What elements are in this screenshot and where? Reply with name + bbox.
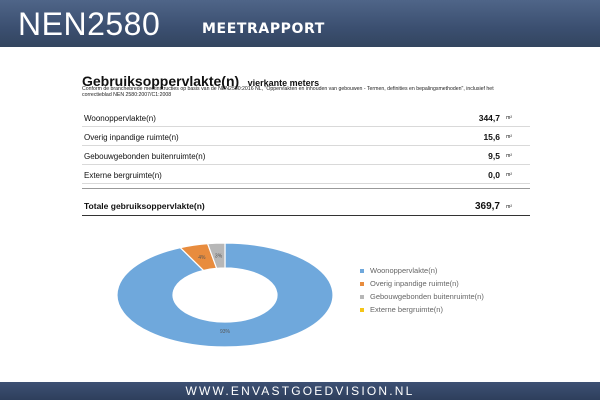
legend-label: Overig inpandige ruimte(n) [370,279,459,288]
row-label: Overig inpandige ruimte(n) [84,133,179,142]
row-value: 344,7 [478,113,500,123]
donut-data-label: 93% [219,329,231,335]
intro-text: Conform de branchebrede meetinstructies op basis van de NEN2580:2016 NL, "Oppervlakten en inhouden van gebouwen - Termen, definities en bepalingsmethoden", inclusief het correctieblad NEN 2580:2007/C1:2008 [82,86,494,99]
legend-item [360,292,490,301]
table-row [82,104,530,127]
row-label: Gebouwgebonden buitenruimte(n) [84,152,206,161]
legend-swatch [360,308,364,312]
total-label: Totale gebruiksoppervlakte(n) [84,201,205,211]
donut-chart [110,240,340,350]
donut-data-label: 3% [214,253,223,260]
report-subtitle: MEETRAPPORT [202,21,325,37]
legend-item [360,305,490,314]
total-row [82,188,530,216]
legend-item [360,266,490,275]
brand-title: NEN2580 [18,6,161,42]
row-value: 0,0 [488,170,500,180]
legend-item [360,279,490,288]
total-value: 369,7 [474,201,500,212]
footer-website: WWW.ENVASTGOEDVISION.NL [0,382,600,400]
legend-label: Woonoppervlakte(n) [370,266,438,275]
table-row [82,165,530,184]
row-label: Woonoppervlakte(n) [84,114,156,123]
donut-data-label: 4% [198,255,206,262]
row-value: 9,5 [488,151,500,161]
legend-label: Gebouwgebonden buitenruimte(n) [370,292,484,301]
table-row [82,127,530,146]
row-unit: m² [506,172,512,178]
row-unit: m² [506,153,512,159]
total-unit: m² [506,204,512,210]
row-unit: m² [506,134,512,140]
measurement-table [82,104,530,216]
chart-legend [360,266,490,318]
row-label: Externe bergruimte(n) [84,171,162,180]
legend-swatch [360,295,364,299]
section-title-text: Gebruiksoppervlakte(n) [82,73,240,89]
legend-label: Externe bergruimte(n) [370,305,443,314]
section-unit-label: vierkante meters [247,78,320,88]
row-value: 15,6 [483,132,500,142]
table-row [82,146,530,165]
row-unit: m² [506,115,512,121]
legend-swatch [360,282,364,286]
report-header [0,0,600,47]
legend-swatch [360,269,364,273]
